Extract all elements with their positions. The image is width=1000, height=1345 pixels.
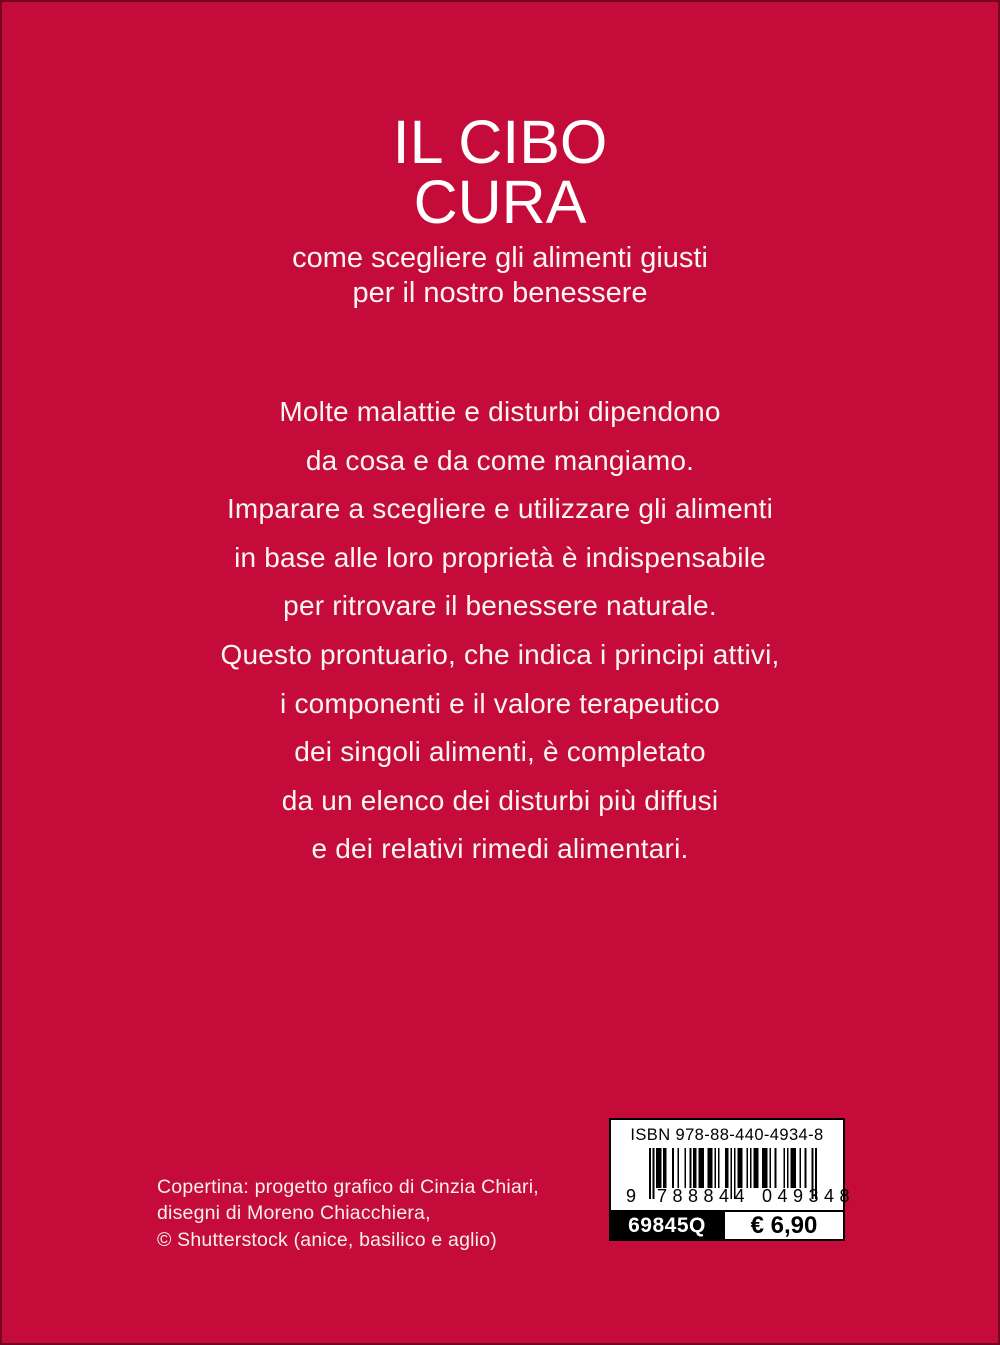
blurb-line: Molte malattie e disturbi dipendono	[279, 396, 721, 427]
barcode-left-digits: 788844	[657, 1186, 751, 1206]
isbn-panel	[609, 1118, 856, 1212]
blurb-line: Questo prontuario, che indica i principi attivi,	[220, 638, 780, 670]
blurb-line: Imparare a scegliere e utilizzare gli alimenti	[226, 493, 774, 525]
blurb-line: e dei relativi rimedi alimentari.	[311, 833, 689, 865]
back-cover-blurb	[0, 388, 1000, 874]
barcode-human-readable	[611, 1186, 856, 1208]
book-title-line-1: IL CIBO	[392, 108, 608, 176]
blurb-line: per ritrovare il benessere naturale.	[283, 590, 717, 622]
blurb-line: da un elenco dei disturbi più diffusi	[281, 784, 719, 816]
barcode-block	[609, 1118, 856, 1241]
credits-block	[157, 1174, 539, 1253]
credits-line: © Shutterstock (anice, basilico e aglio)	[157, 1228, 497, 1251]
subtitle-line-1: come scegliere gli alimenti giusti	[292, 242, 708, 274]
barcode-right-digits: 049348	[762, 1186, 856, 1206]
publisher-code-badge: 69845Q	[609, 1210, 725, 1241]
book-title-line-2: CURA	[413, 168, 587, 236]
price-row	[609, 1210, 845, 1241]
blurb-line: in base alle loro proprietà è indispensabile	[234, 541, 766, 573]
barcode-leading-digit: 9	[626, 1186, 637, 1206]
credits-line: Copertina: progetto grafico di Cinzia Chiari,	[157, 1176, 539, 1198]
credits-line: disegni di Moreno Chiacchiera,	[157, 1202, 431, 1225]
title-block	[0, 108, 1000, 311]
price-label: € 6,90	[725, 1210, 845, 1241]
blurb-line: dei singoli alimenti, è completato	[294, 736, 706, 768]
subtitle-line-2: per il nostro benessere	[352, 277, 648, 309]
book-subtitle	[0, 241, 1000, 311]
blurb-line: i componenti e il valore terapeutico	[280, 687, 720, 719]
isbn-label: ISBN 978-88-440-4934-8	[630, 1126, 824, 1144]
blurb-line: da cosa e da come mangiamo.	[305, 444, 695, 476]
